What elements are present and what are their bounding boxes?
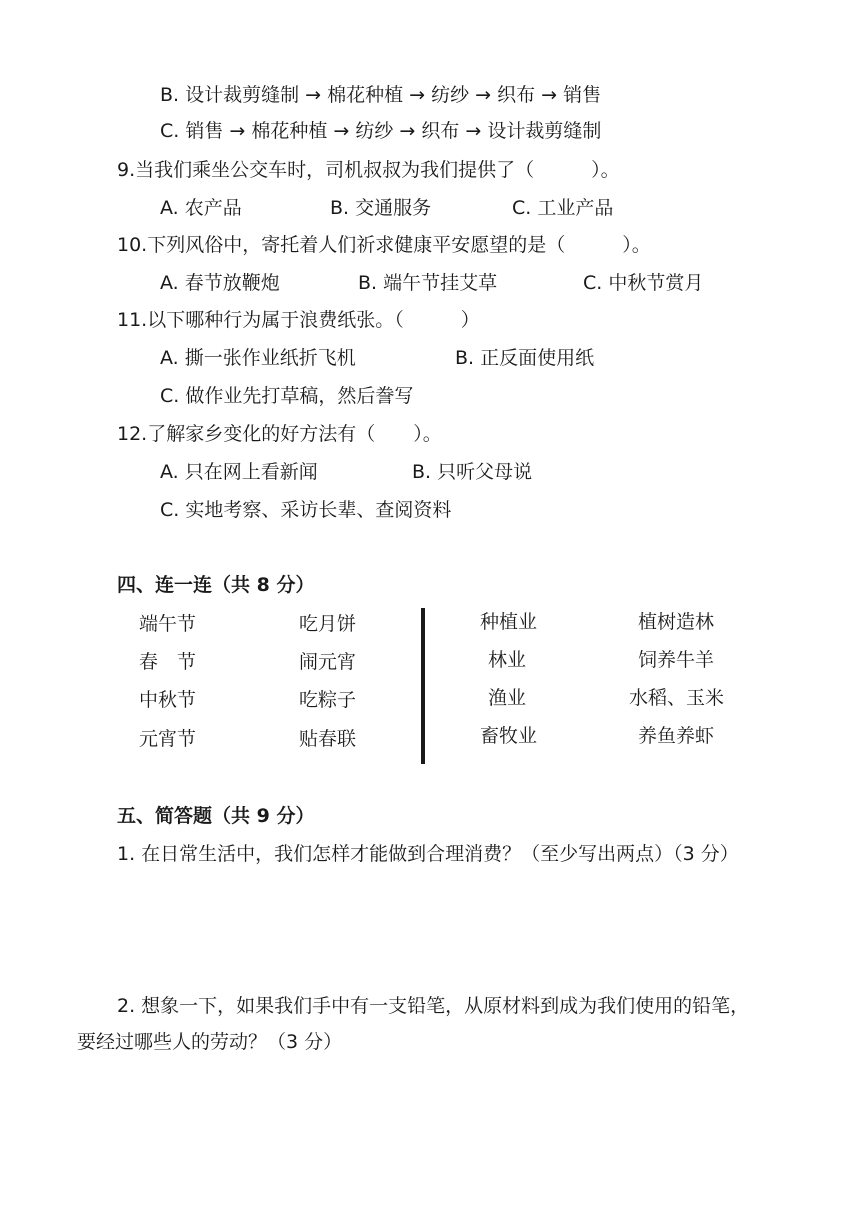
q11-option-b: B. 正反面使用纸	[455, 347, 595, 369]
q11-option-c: C. 做作业先打草稿，然后誊写	[160, 385, 414, 407]
festival-item: 端午节	[139, 613, 197, 635]
q11-option-a: A. 撕一张作业纸折飞机	[160, 347, 356, 369]
q12-option-c: C. 实地考察、采访长辈、查阅资料	[160, 499, 452, 521]
short-answer-q2-line1: 2. 想象一下，如果我们手中有一支铅笔，从原材料到成为我们使用的铅笔，	[117, 995, 750, 1017]
industry-item: 渔业	[488, 687, 527, 709]
short-answer-q1: 1. 在日常生活中，我们怎样才能做到合理消费？（至少写出两点）（3 分）	[117, 843, 739, 865]
section5-heading: 五、简答题（共 9 分）	[117, 805, 315, 827]
custom-item: 贴春联	[299, 728, 357, 750]
short-answer-q2-line2: 要经过哪些人的劳动？（3 分）	[77, 1031, 343, 1053]
q10-option-c: C. 中秋节赏月	[583, 272, 704, 294]
column-divider	[421, 608, 425, 764]
industry-item: 畜牧业	[480, 725, 538, 747]
custom-item: 闹元宵	[299, 651, 357, 673]
q10-stem: 10.下列风俗中，寄托着人们祈求健康平安愿望的是（ ）。	[117, 234, 651, 256]
activity-item: 养鱼养虾	[638, 725, 715, 747]
activity-item: 饲养牛羊	[638, 649, 715, 671]
q9-option-b: B. 交通服务	[330, 197, 432, 219]
q9-option-a: A. 农产品	[160, 197, 242, 219]
q10-option-a: A. 春节放鞭炮	[160, 272, 280, 294]
section4-heading: 四、连一连（共 8 分）	[117, 574, 315, 596]
q9-option-c: C. 工业产品	[512, 197, 614, 219]
festival-item: 中秋节	[139, 689, 197, 711]
activity-item: 植树造林	[638, 611, 715, 633]
activity-item: 水稻、玉米	[629, 687, 725, 709]
q10-option-b: B. 端午节挂艾草	[358, 272, 498, 294]
industry-item: 林业	[488, 649, 527, 671]
q8-option-c: C. 销售 → 棉花种植 → 纺纱 → 织布 → 设计裁剪缝制	[160, 120, 602, 142]
industry-item: 种植业	[480, 611, 538, 633]
q9-stem: 9.当我们乘坐公交车时，司机叔叔为我们提供了（ ）。	[117, 159, 620, 181]
q12-stem: 12.了解家乡变化的好方法有（ ）。	[117, 423, 442, 445]
festival-item: 元宵节	[139, 728, 197, 750]
festival-item: 春 节	[139, 651, 197, 673]
q12-option-b: B. 只听父母说	[412, 461, 533, 483]
q8-option-b: B. 设计裁剪缝制 → 棉花种植 → 纺纱 → 织布 → 销售	[160, 84, 602, 106]
q11-stem: 11.以下哪种行为属于浪费纸张。（ ）	[117, 309, 480, 331]
custom-item: 吃月饼	[299, 613, 357, 635]
custom-item: 吃粽子	[299, 689, 357, 711]
q12-option-a: A. 只在网上看新闻	[160, 461, 318, 483]
